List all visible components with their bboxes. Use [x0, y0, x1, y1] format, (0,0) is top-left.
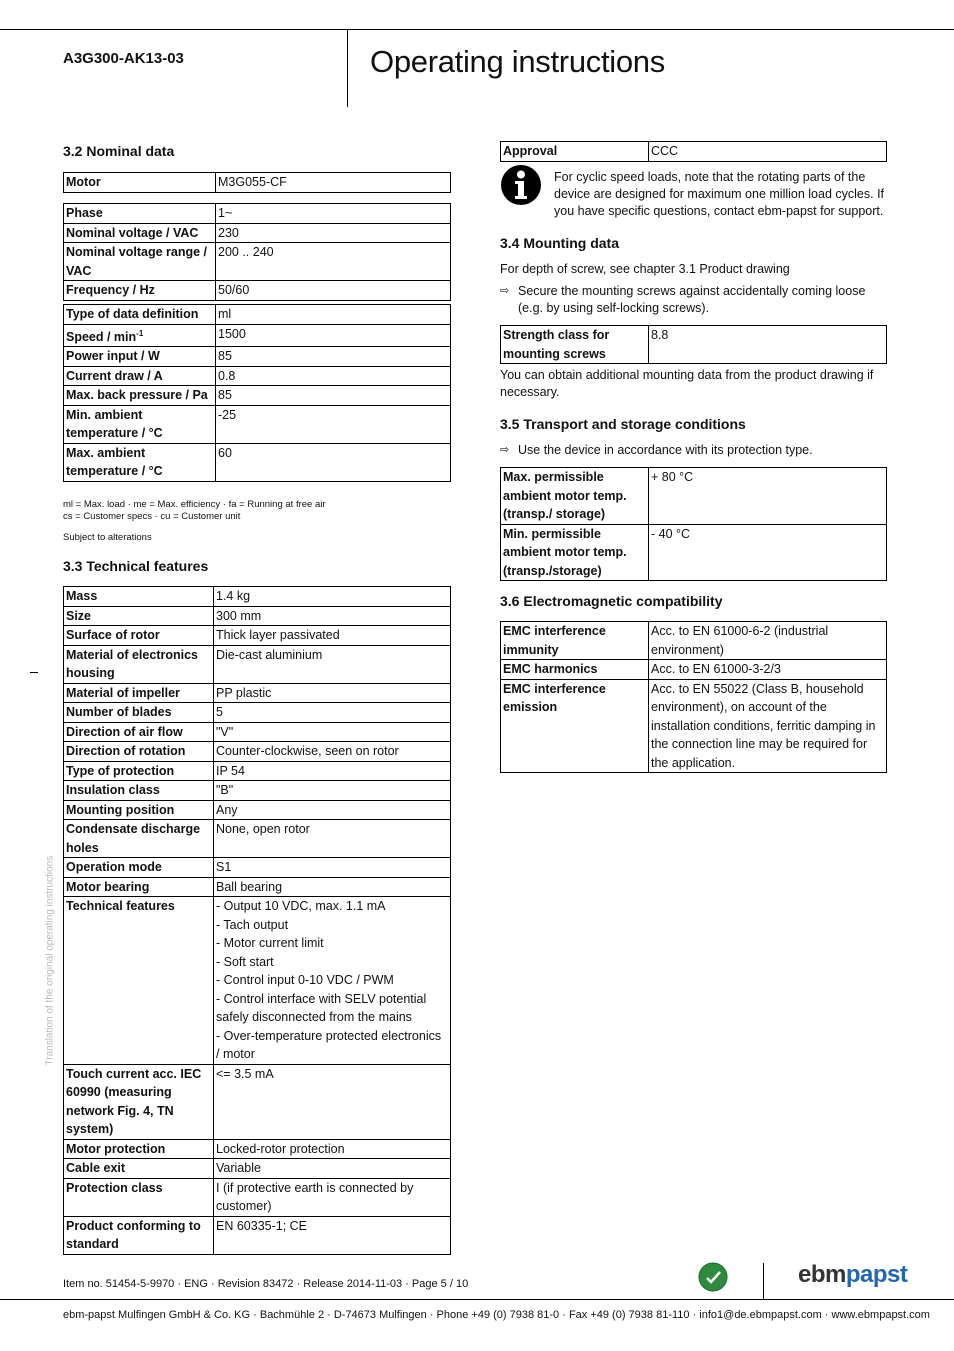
row-value: 300 mm [214, 606, 451, 626]
row-label: Surface of rotor [64, 626, 214, 646]
row-value: Acc. to EN 61000-6-2 (industrial environment) [649, 622, 887, 660]
info-note: For cyclic speed loads, note that the rotating parts of the device are designed for maximum one million load cycles. If you have specific questions, contact ebm-papst for support. [554, 170, 885, 218]
footer-divider [763, 1263, 764, 1299]
table-row [64, 1178, 451, 1216]
row-label: Insulation class [64, 781, 214, 801]
motor-table [63, 172, 451, 193]
table-row [501, 142, 887, 162]
row-label: Speed / $\min^{-1}$ [64, 324, 216, 347]
row-label: Product conforming to standard [64, 1216, 214, 1254]
row-value: IP 54 [214, 761, 451, 781]
table-row [64, 1216, 451, 1254]
table-row [64, 820, 451, 858]
row-value: "V" [214, 722, 451, 742]
table-row [64, 645, 451, 683]
row-label: Nominal voltage / VAC [64, 223, 216, 243]
row-label: Size [64, 606, 214, 626]
table-row [64, 173, 451, 193]
approval-table [500, 141, 887, 162]
row-label: Condensate discharge holes [64, 820, 214, 858]
header-divider [347, 29, 348, 107]
row-value: 50/60 [216, 281, 451, 301]
heading-emc: 3.6 Electromagnetic compatibility [500, 593, 723, 609]
row-label: EMC interference emission [501, 679, 649, 773]
table-row [64, 1064, 451, 1139]
row-value: ml [216, 305, 451, 325]
mounting-bullet [500, 283, 888, 317]
row-label: Direction of air flow [64, 722, 214, 742]
table-row [64, 243, 451, 281]
row-value: None, open rotor [214, 820, 451, 858]
row-value: S1 [214, 858, 451, 878]
legend-line-2: cs = Customer specs · cu = Customer unit [63, 511, 241, 522]
row-label: Current draw / A [64, 366, 216, 386]
table-row [64, 347, 451, 367]
table-row [64, 742, 451, 762]
row-value: CCC [649, 142, 887, 162]
row-value: Thick layer passivated [214, 626, 451, 646]
row-label: Approval [501, 142, 649, 162]
table-row [64, 626, 451, 646]
legend-line-1: ml = Max. load · me = Max. efficiency · fa = Running at free air [63, 499, 326, 510]
row-value: 200 .. 240 [216, 243, 451, 281]
row-value: - 40 °C [649, 524, 887, 581]
row-value: Counter-clockwise, seen on rotor [214, 742, 451, 762]
table-row [64, 606, 451, 626]
table-row [64, 858, 451, 878]
row-value: Acc. to EN 61000-3-2/3 [649, 660, 887, 680]
row-label: Max. back pressure / Pa [64, 386, 216, 406]
table-row [64, 386, 451, 406]
row-value: Locked-rotor protection [214, 1139, 451, 1159]
row-label: EMC interference immunity [501, 622, 649, 660]
heading-technical-features: 3.3 Technical features [63, 558, 209, 574]
row-value: I (if protective earth is connected by customer) [214, 1178, 451, 1216]
table-row [64, 800, 451, 820]
table-row [501, 326, 887, 364]
subject-note: Subject to alterations [63, 532, 152, 543]
mounting-intro: For depth of screw, see chapter 3.1 Product drawing [500, 262, 790, 276]
table-row [64, 1139, 451, 1159]
row-label: Motor protection [64, 1139, 214, 1159]
row-label: Motor [64, 173, 216, 193]
table-row [501, 468, 887, 525]
row-label: Min. permissible ambient motor temp. (transp./storage) [501, 524, 649, 581]
row-value: Variable [214, 1159, 451, 1179]
row-value: PP plastic [214, 683, 451, 703]
row-value: 60 [216, 443, 451, 481]
table-row [501, 524, 887, 581]
row-value: 85 [216, 386, 451, 406]
table-row [64, 897, 451, 1065]
row-value: + 80 °C [649, 468, 887, 525]
model-number: A3G300-AK13-03 [63, 50, 184, 67]
row-label: Max. ambient temperature / °C [64, 443, 216, 481]
mounting-table [500, 325, 887, 364]
heading-transport-storage: 3.5 Transport and storage conditions [500, 416, 746, 432]
arrow-icon: ⇨ [500, 444, 510, 456]
table-row [64, 1159, 451, 1179]
row-value: 230 [216, 223, 451, 243]
row-value: - Output 10 VDC, max. 1.1 mA - Tach output - Motor current limit - Soft start - Control input 0-10 VDC / PWM - Control interface with SELV potential safely disconnected from the mains - Over-temperature protected electronics / motor [214, 897, 451, 1065]
row-label: Touch current acc. IEC 60990 (measuring network Fig. 4, TN system) [64, 1064, 214, 1139]
row-label: Cable exit [64, 1159, 214, 1179]
heading-nominal-data: 3.2 Nominal data [63, 143, 175, 159]
table-row [64, 703, 451, 723]
table-row [64, 587, 451, 607]
row-value: 85 [216, 347, 451, 367]
table-row [64, 223, 451, 243]
table-row [64, 722, 451, 742]
mounting-note: You can obtain additional mounting data from the product drawing if necessary. [500, 368, 874, 399]
row-value: Die-cast aluminium [214, 645, 451, 683]
row-label: Mass [64, 587, 214, 607]
row-label: Technical features [64, 897, 214, 1065]
table-row [64, 366, 451, 386]
row-label: Protection class [64, 1178, 214, 1216]
table-row [64, 324, 451, 347]
row-value: "B" [214, 781, 451, 801]
transport-bullet-text: Use the device in accordance with its protection type. [518, 443, 813, 457]
row-label: Material of electronics housing [64, 645, 214, 683]
transport-table [500, 467, 887, 581]
row-value: EN 60335-1; CE [214, 1216, 451, 1254]
mounting-bullet-text: Secure the mounting screws against accidentally coming loose (e.g. by using self-locking screws). [518, 284, 866, 315]
row-label: Type of protection [64, 761, 214, 781]
row-value: 8.8 [649, 326, 887, 364]
row-label: Operation mode [64, 858, 214, 878]
table-row [501, 622, 887, 660]
row-label: Power input / W [64, 347, 216, 367]
table-row [64, 305, 451, 325]
row-value: 1~ [216, 204, 451, 224]
table-row [501, 660, 887, 680]
margin-tick [30, 672, 38, 673]
row-label: Nominal voltage range / VAC [64, 243, 216, 281]
arrow-icon: ⇨ [500, 285, 510, 297]
row-value: 0.8 [216, 366, 451, 386]
emc-table [500, 621, 887, 773]
info-icon [500, 164, 542, 206]
row-value: Any [214, 800, 451, 820]
row-label: Phase [64, 204, 216, 224]
table-row [64, 683, 451, 703]
table-row [64, 443, 451, 481]
row-label: Motor bearing [64, 877, 214, 897]
side-translation-note: Translation of the original operating instructions [44, 855, 56, 1066]
row-label: EMC harmonics [501, 660, 649, 680]
table-row [64, 405, 451, 443]
row-label: Strength class for mounting screws [501, 326, 649, 364]
table-row [64, 781, 451, 801]
nominal-data-table [63, 304, 451, 482]
row-value: M3G055-CF [216, 173, 451, 193]
footer-rule [0, 1299, 954, 1300]
row-label: Type of data definition [64, 305, 216, 325]
ebmpapst-logo: ebmpapst [798, 1261, 908, 1288]
header-top-rule [0, 29, 954, 30]
row-value: 5 [214, 703, 451, 723]
page-title: Operating instructions [370, 44, 665, 79]
row-value: Ball bearing [214, 877, 451, 897]
footer-item-info: Item no. 51454-5-9970 · ENG · Revision 83472 · Release 2014-11-03 · Page 5 / 10 [63, 1278, 469, 1290]
row-label: Min. ambient temperature / °C [64, 405, 216, 443]
row-value: 1500 [216, 324, 451, 347]
table-row [501, 679, 887, 773]
row-label: Number of blades [64, 703, 214, 723]
heading-mounting-data: 3.4 Mounting data [500, 235, 619, 251]
technical-features-table [63, 586, 451, 1255]
table-row [64, 761, 451, 781]
table-row [64, 877, 451, 897]
row-label: Mounting position [64, 800, 214, 820]
row-label: Frequency / Hz [64, 281, 216, 301]
supply-table [63, 203, 451, 301]
row-label: Material of impeller [64, 683, 214, 703]
row-value: <= 3.5 mA [214, 1064, 451, 1139]
row-value: Acc. to EN 55022 (Class B, household environment), on account of the installation conditions, ferritic damping in the connection line may be required for the application. [649, 679, 887, 773]
table-row [64, 204, 451, 224]
transport-bullet [500, 442, 888, 459]
table-row [64, 281, 451, 301]
row-label: Direction of rotation [64, 742, 214, 762]
row-value: 1.4 kg [214, 587, 451, 607]
row-label: Max. permissible ambient motor temp. (transp./ storage) [501, 468, 649, 525]
row-value: -25 [216, 405, 451, 443]
green-tech-badge-icon [698, 1262, 728, 1292]
footer-company-info: ebm-papst Mulfingen GmbH & Co. KG · Bachmühle 2 · D-74673 Mulfingen · Phone +49 (0) 7938 81-0 · Fax +49 (0) 7938 81-110 · info1@de.ebmpapst.com · www.ebmpapst.com [63, 1309, 930, 1321]
